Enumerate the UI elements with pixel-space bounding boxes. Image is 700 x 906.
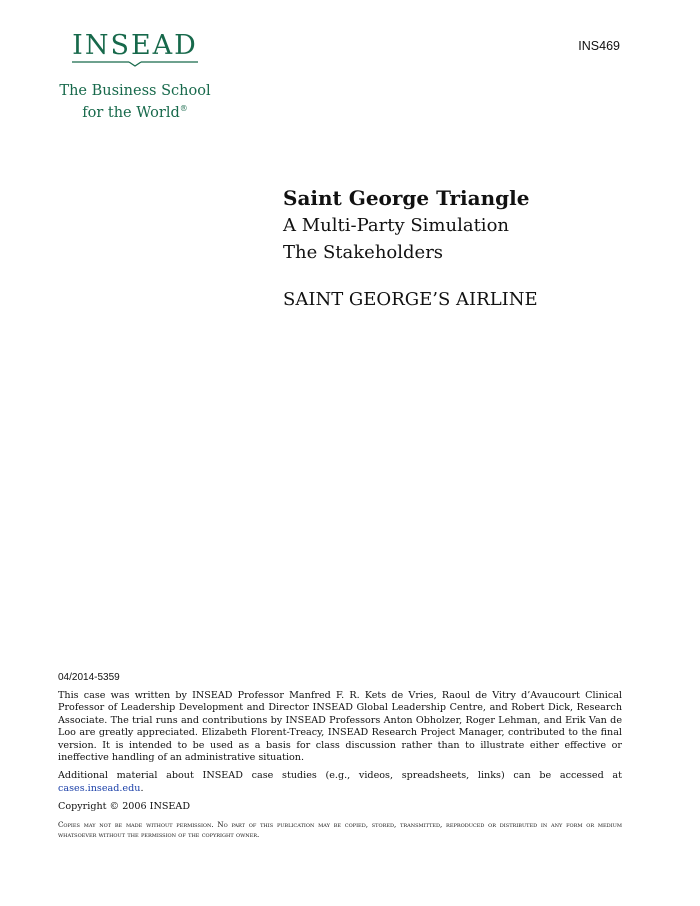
logo-tagline-line1: The Business School	[59, 83, 211, 99]
registered-mark: ®	[179, 104, 188, 113]
date-code: 04/2014-5359	[58, 672, 120, 683]
logo-tagline-line2-text: for the World	[82, 105, 180, 121]
insead-logo	[55, 30, 215, 121]
logo-tagline-line2	[55, 100, 215, 122]
footer-notes	[58, 672, 622, 840]
company-name: SAINT GEORGE’S AIRLINE	[283, 289, 538, 310]
additional-material-note	[58, 770, 622, 795]
case-subtitle-2: The Stakeholders	[283, 242, 444, 263]
additional-material-period: .	[140, 782, 144, 794]
copyright-notice: Copyright © 2006 INSEAD	[58, 801, 191, 813]
additional-material-text: Additional material about INSEAD case studies (e.g., videos, spreadsheets, links) can be accessed at	[58, 770, 622, 782]
logo-wordmark: INSEAD	[72, 30, 198, 61]
case-title: Saint George Triangle	[283, 186, 530, 210]
logo-underline-flourish	[72, 61, 198, 67]
authorship-note: This case was written by INSEAD Professor Manfred F. R. Kets de Vries, Raoul de Vitry d’Avaucourt Clinical Professor of Leadership Development and Director INSEAD Global Leadership Centre, and Robert Dick, Research Associate. The trial runs and contributions by INSEAD Professors Anton Obholzer, Roger Lehman, and Erik Van de Loo are greatly appreciated. Elizabeth Florent-Treacy, INSEAD Research Project Manager, contributed to the final version. It is intended to be used as a basis for class discussion rather than to illustrate either effective or ineffective handling of an administrative situation.	[58, 690, 622, 764]
cases-link[interactable]: cases.insead.edu	[58, 782, 141, 794]
case-subtitle: A Multi-Party Simulation	[283, 215, 509, 236]
legal-notice: Copies may not be made without permission. No part of this publication may be copied, stored, transmitted, reproduced or distributed in any form or medium whatsoever without the permission of the copyright owner.	[58, 819, 622, 839]
document-code: INS469	[578, 39, 620, 53]
title-block	[283, 185, 643, 311]
